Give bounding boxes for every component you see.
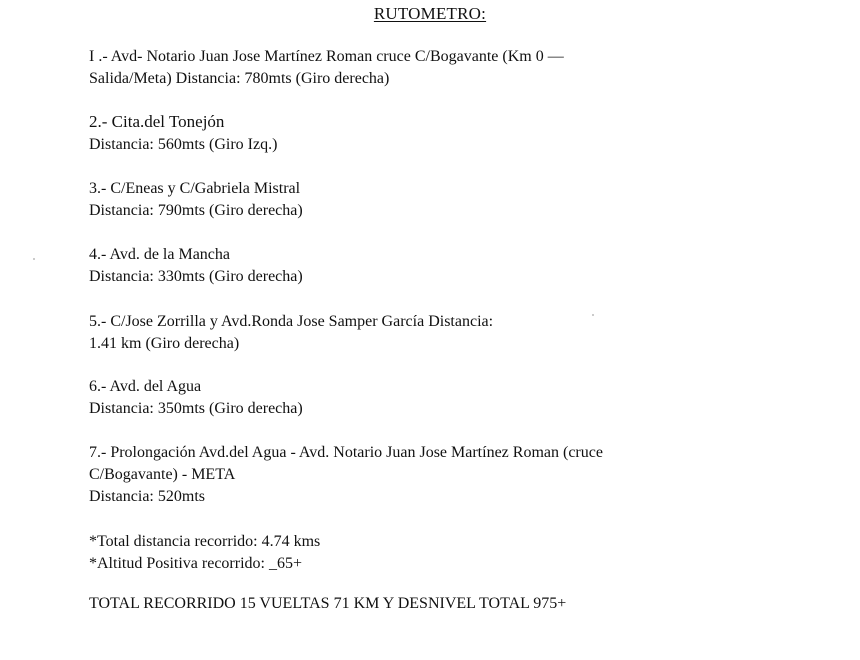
route-step-6-line-1: 6.- Avd. del Agua bbox=[89, 378, 202, 395]
route-step-7-line-3: Distancia: 520mts bbox=[89, 488, 205, 505]
route-step-3-line-1: 3.- C/Eneas y C/Gabriela Mistral bbox=[89, 180, 301, 197]
route-step-5-line-1: 5.- C/Jose Zorrilla y Avd.Ronda Jose Samper García Distancia: bbox=[89, 313, 494, 330]
route-step-7-line-2: C/Bogavante) - META bbox=[89, 466, 236, 483]
route-step-2-line-2: Distancia: 560mts (Giro Izq.) bbox=[89, 136, 278, 153]
route-step-5-line-2: 1.41 km (Giro derecha) bbox=[89, 335, 240, 352]
route-step-3-line-2: Distancia: 790mts (Giro derecha) bbox=[89, 202, 303, 219]
route-step-2-line-1: 2.- Cita.del Tonejón bbox=[89, 112, 225, 131]
route-step-6-line-2: Distancia: 350mts (Giro derecha) bbox=[89, 400, 303, 417]
route-step-1-line-2: Salida/Meta) Distancia: 780mts (Giro derecha) bbox=[89, 70, 390, 87]
route-summary: TOTAL RECORRIDO 15 VUELTAS 71 KM Y DESNIVEL TOTAL 975+ bbox=[89, 595, 567, 612]
scan-speck bbox=[592, 314, 594, 316]
scan-speck bbox=[33, 258, 35, 260]
route-step-4-line-1: 4.- Avd. de la Mancha bbox=[89, 246, 230, 263]
route-step-7-line-1: 7.- Prolongación Avd.del Agua - Avd. Notario Juan Jose Martínez Roman (cruce bbox=[89, 444, 603, 461]
total-distance: *Total distancia recorrido: 4.74 kms bbox=[89, 533, 321, 550]
document-title: RUTOMETRO: bbox=[373, 4, 487, 23]
route-step-4-line-2: Distancia: 330mts (Giro derecha) bbox=[89, 268, 303, 285]
total-altitude: *Altitud Positiva recorrido: _65+ bbox=[89, 555, 302, 572]
route-step-1-line-1: I .- Avd- Notario Juan Jose Martínez Roman cruce C/Bogavante (Km 0 — bbox=[89, 48, 564, 65]
